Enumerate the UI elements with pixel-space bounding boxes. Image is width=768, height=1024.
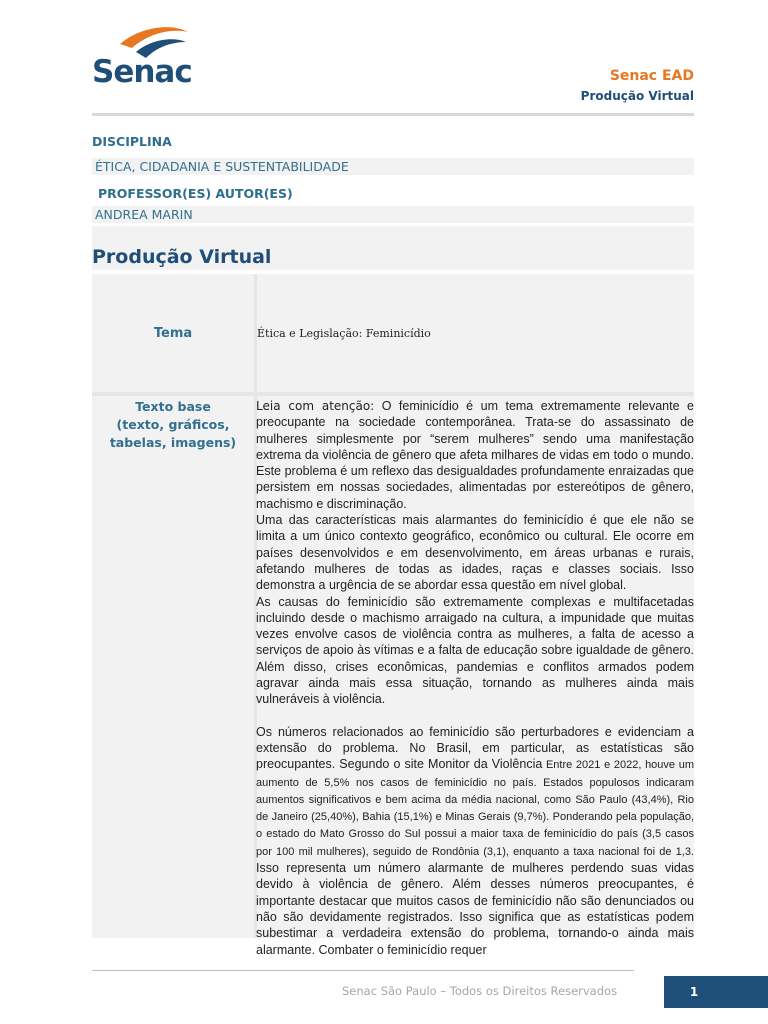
professor-label: PROFESSOR(ES) AUTOR(ES) <box>98 186 293 201</box>
paragraph-2: Uma das características mais alarmantes do feminicídio é que ele não se limita a um único contexto geográfico, econômico ou cultural. Ele ocorre em países desenvolvidos e em desenvolvimento, em áreas urbanas e rurais, afetando mulheres de todas as idades, raças e classes sociais. Isso demonstra a urgência de se abordar essa questão em nível global. <box>256 513 694 593</box>
paragraph-gap <box>256 708 694 724</box>
texto-base-label-line2: (texto, gráficos, <box>116 417 230 432</box>
discipline-band <box>92 158 694 175</box>
brand-subtitle: Produção Virtual <box>580 89 694 103</box>
paragraph-1: Leia com atenção: O feminicídio é um tema extremamente relevante e preocupante na sociedade contemporânea. Trata-se do assassinato de mulheres simplesmente por “serem mulheres” sendo uma manifestação extrema da violência de gênero que afeta milhares de vidas em todo o mundo. Este problema é um reflexo das desigualdades profundamente enraizadas que persistem em nossas sociedades, alimentadas por estereótipos de gênero, machismo e discriminação. <box>256 399 695 511</box>
senac-logo <box>90 22 202 88</box>
paragraph-3: As causas do feminicídio são extremamente complexas e multifacetadas incluindo desde o machismo arraigado na cultura, a impunidade que muitas vezes envolve casos de violência contra as mulheres, a falta de acesso a serviços de apoio às vítimas e a falta de educação sobre igualdade de gênero. Além disso, crises econômicas, pandemias e conflitos armados podem agravar ainda mais essa situação, tornando as mulheres ainda mais vulneráveis à violência. <box>256 594 694 707</box>
header-right <box>581 66 694 106</box>
section-title: Produção Virtual <box>92 246 272 268</box>
paragraph-4: Os números relacionados ao feminicídio são perturbadores e evidenciam a extensão do problema. No Brasil, em particular, as estatísticas são preocupantes. Segundo o site Monitor da Violência Entre 2021 e 2022, houve um aumento de 5,5% nos casos de feminicídio no país. Estados populosos indicaram aumentos significativos e bem acima da média nacional, como São Paulo (43,4%), Rio de Janeiro (25,40%), Bahia (15,1%) e Minas Gerais (9,7%). Ponderando pela população, o estado do Mato Grosso do Sul possui a maior taxa de feminicídio do país (3,5 casos por 100 mil mulheres), seguido de Rondônia (3,1), enquanto a taxa nacional foi de 1,3. Isso representa um número alarmante de mulheres perdendo suas vidas devido à violência de gênero. Além desses números preocupantes, é importante destacar que muitos casos de feminicídio não são denunciados ou não são devidamente registrados. Isso significa que as estatísticas podem subestimar a verdadeira extensão do problema, tornando-o ainda mais alarmante. Combater o feminicídio requer <box>256 724 694 957</box>
page-number-box <box>664 976 768 1008</box>
professor-band <box>92 206 694 223</box>
texto-base-label-line1: Texto base <box>135 399 211 414</box>
tema-value: Ética e Legislação: Feminicídio <box>257 327 431 340</box>
texto-base-label-line3: tabelas, imagens) <box>109 435 237 450</box>
svg-text:Senac: Senac <box>92 54 192 88</box>
header-divider <box>92 113 694 116</box>
footer-copyright: Senac São Paulo – Todos os Direitos Reservados <box>342 984 618 998</box>
texto-base-label <box>92 398 254 452</box>
discipline-value: ÉTICA, CIDADANIA E SUSTENTABILIDADE <box>95 159 349 174</box>
professor-value: ANDREA MARIN <box>95 207 193 222</box>
statistics-quote: Entre 2021 e 2022, houve um aumento de 5,5% nos casos de feminicídio no país. Estados populosos indicaram aumentos significativos e bem acima da média nacional, como São Paulo (43,4%), Rio de Janeiro (25,40%), Bahia (15,1%) e Minas Gerais (9,7%). Ponderando pela população, o estado do Mato Grosso do Sul possui a maior taxa de feminicídio do país (3,5 casos por 100 mil mulheres), seguido de Rondônia (3,1), enquanto a taxa nacional foi de 1,3. <box>256 759 694 858</box>
texto-label-cell <box>92 396 254 938</box>
page-number: 1 <box>689 985 699 999</box>
discipline-label: DISCIPLINA <box>92 134 172 149</box>
brand-name: Senac EAD <box>609 68 694 84</box>
footer-divider <box>92 970 634 971</box>
lead-in: Leia com atenção: <box>256 399 375 413</box>
tema-label: Tema <box>153 326 193 341</box>
texto-base-body <box>256 398 694 958</box>
